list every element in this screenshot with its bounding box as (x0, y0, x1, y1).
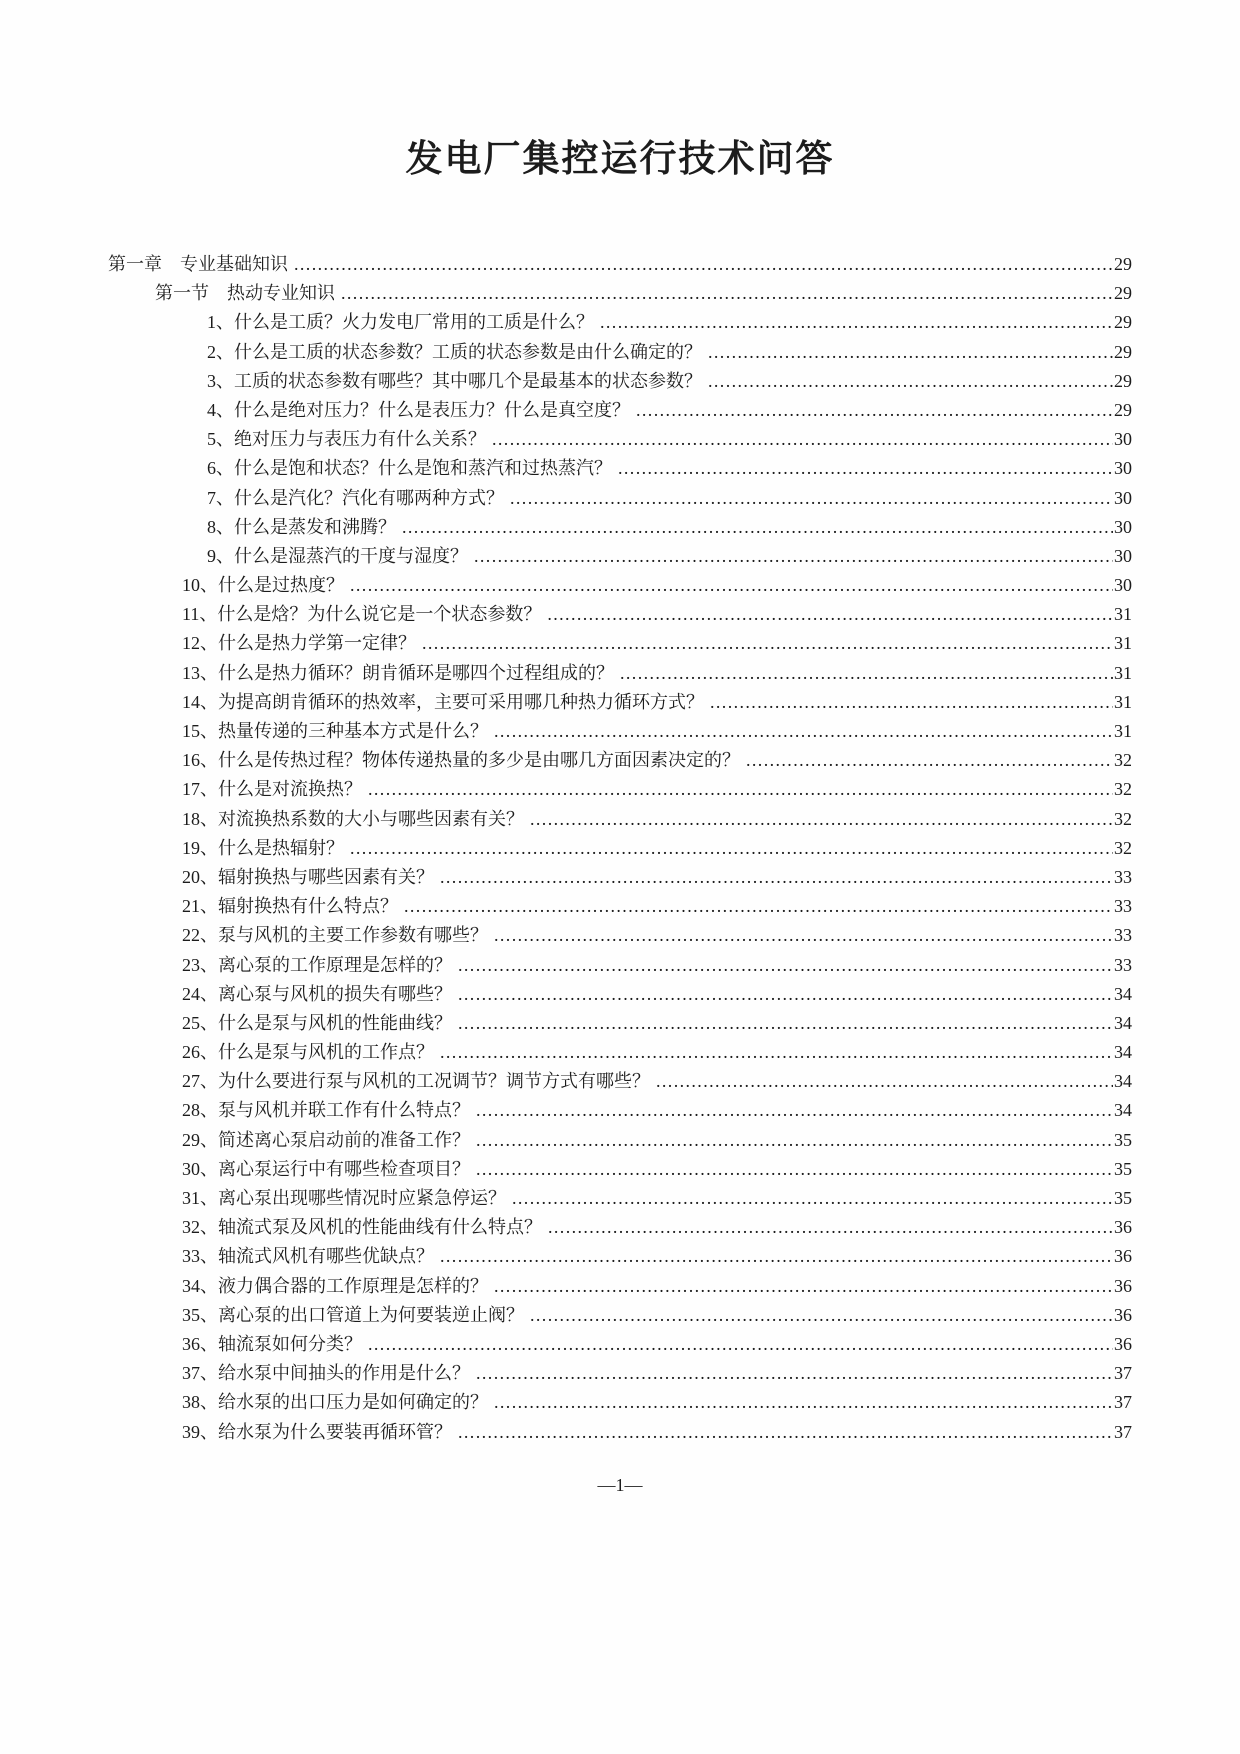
dot-leader (368, 1330, 1113, 1359)
toc-entry-page-number: 33 (1114, 866, 1132, 887)
toc-entry[interactable] (108, 921, 1132, 950)
toc-entry-label: 38、给水泵的出口压力是如何确定的？ (182, 1392, 488, 1413)
toc-entry-page-number: 34 (1114, 1071, 1132, 1092)
dot-leader (708, 367, 1113, 396)
toc-entry-page-number: 31 (1114, 691, 1132, 712)
toc-entry[interactable] (108, 1213, 1132, 1242)
dot-leader (620, 659, 1113, 688)
toc-entry-page-number: 36 (1114, 1304, 1132, 1325)
toc-entry-label: 6、什么是饱和状态？什么是饱和蒸汽和过热蒸汽？ (207, 458, 612, 479)
dot-leader (350, 834, 1113, 863)
dot-leader (492, 425, 1113, 454)
toc-entry-label: 21、辐射换热有什么特点？ (182, 896, 398, 917)
toc-entry-page-number: 32 (1114, 779, 1132, 800)
dot-leader (476, 1096, 1113, 1125)
toc-entry-page-number: 36 (1114, 1217, 1132, 1238)
toc-entry-label: 5、绝对压力与表压力有什么关系？ (207, 429, 486, 450)
toc-entry-label: 23、离心泵的工作原理是怎样的？ (182, 954, 452, 975)
toc-entry-page-number: 31 (1114, 604, 1132, 625)
dot-leader (404, 892, 1113, 921)
toc-entry[interactable] (108, 396, 1132, 425)
toc-entry-page-number: 31 (1114, 721, 1132, 741)
toc-entry[interactable] (108, 542, 1132, 571)
toc-entry[interactable] (108, 1126, 1132, 1155)
toc-entry-page-number: 29 (1114, 312, 1132, 333)
dot-leader (476, 1359, 1113, 1388)
toc-entry-label: 8、什么是蒸发和沸腾？ (207, 516, 396, 537)
toc-entry-label: 第一章 专业基础知识 (108, 254, 288, 274)
toc-entry[interactable] (108, 425, 1132, 454)
toc-entry-label: 19、什么是热辐射？ (182, 837, 344, 858)
toc-entry-label: 34、液力偶合器的工作原理是怎样的？ (182, 1275, 488, 1296)
toc-entry[interactable] (108, 250, 1132, 279)
toc-entry[interactable] (108, 308, 1132, 337)
toc-entry[interactable] (108, 659, 1132, 688)
toc-entry-label: 7、什么是汽化？汽化有哪两种方式？ (207, 487, 504, 508)
toc-entry-label: 4、什么是绝对压力？什么是表压力？什么是真空度？ (207, 399, 630, 420)
toc-entry-page-number: 30 (1114, 429, 1132, 450)
toc-entry-page-number: 37 (1114, 1392, 1132, 1413)
toc-entry-page-number: 29 (1114, 341, 1132, 362)
toc-entry-label: 20、辐射换热与哪些因素有关？ (182, 866, 434, 887)
toc-entry-label: 29、简述离心泵启动前的准备工作？ (182, 1129, 470, 1150)
dot-leader (402, 513, 1113, 542)
dot-leader (510, 484, 1113, 513)
dot-leader (530, 1301, 1113, 1330)
toc-entry-label: 11、什么是焓？为什么说它是一个状态参数？ (182, 604, 542, 625)
toc-entry-page-number: 29 (1114, 399, 1132, 420)
toc-entry-page-number: 36 (1114, 1275, 1132, 1296)
toc-entry-page-number: 30 (1114, 575, 1132, 596)
toc-entry[interactable] (108, 600, 1132, 629)
toc-entry[interactable] (108, 805, 1132, 834)
toc-entry-page-number: 31 (1114, 633, 1132, 654)
page-title: 发电厂集控运行技术问答 (405, 139, 835, 180)
toc-entry-page-number: 31 (1114, 662, 1132, 683)
toc-entry-label: 18、对流换热系数的大小与哪些因素有关？ (182, 808, 524, 829)
dot-leader (458, 1418, 1113, 1447)
toc-entry-label: 28、泵与风机并联工作有什么特点？ (182, 1100, 470, 1121)
toc-entry-page-number: 34 (1114, 983, 1132, 1004)
dot-leader (474, 542, 1113, 571)
dot-leader (494, 1272, 1113, 1301)
toc-entry[interactable] (108, 1330, 1132, 1359)
toc-entry[interactable] (108, 717, 1132, 746)
toc-entry-page-number: 35 (1114, 1158, 1132, 1179)
dot-leader (440, 1038, 1113, 1067)
toc-entry-label: 16、什么是传热过程？物体传递热量的多少是由哪几方面因素决定的？ (182, 750, 740, 771)
toc-entry[interactable] (108, 454, 1132, 483)
toc-entry-label: 37、给水泵中间抽头的作用是什么？ (182, 1363, 470, 1384)
toc-entry-label: 26、什么是泵与风机的工作点？ (182, 1042, 434, 1063)
toc-entry-page-number: 34 (1114, 1042, 1132, 1063)
toc-entry-label: 33、轴流式风机有哪些优缺点？ (182, 1246, 434, 1267)
toc-entry-page-number: 33 (1114, 954, 1132, 975)
dot-leader (476, 1155, 1113, 1184)
toc-entry-label: 39、给水泵为什么要装再循环管？ (182, 1421, 452, 1442)
toc-entry-page-number: 33 (1114, 925, 1132, 946)
toc-entry[interactable] (108, 1301, 1132, 1330)
toc-entry-label: 14、为提高朗肯循环的热效率，主要可采用哪几种热力循环方式？ (182, 691, 704, 712)
dot-leader (494, 921, 1113, 950)
dot-leader (458, 1009, 1113, 1038)
toc-entry[interactable] (108, 338, 1132, 367)
toc-entry-page-number: 29 (1114, 254, 1132, 274)
toc-entry[interactable] (108, 513, 1132, 542)
toc-entry-page-number: 29 (1114, 370, 1132, 391)
toc-entry-label: 30、离心泵运行中有哪些检查项目？ (182, 1158, 470, 1179)
toc-entry[interactable] (108, 1359, 1132, 1388)
toc-entry-label: 31、离心泵出现哪些情况时应紧急停运？ (182, 1188, 506, 1208)
toc-entry-page-number: 34 (1114, 1012, 1132, 1033)
toc-entry[interactable] (108, 688, 1132, 717)
toc-entry-label: 32、轴流式泵及风机的性能曲线有什么特点？ (182, 1217, 542, 1238)
toc-entry-page-number: 37 (1114, 1363, 1132, 1384)
toc-entry[interactable] (108, 1242, 1132, 1271)
page-number-footer: —1— (597, 1475, 643, 1495)
dot-leader (350, 571, 1113, 600)
toc-entry[interactable] (108, 1418, 1132, 1447)
dot-leader (494, 717, 1113, 746)
dot-leader (710, 688, 1113, 717)
toc-entry-page-number: 30 (1114, 487, 1132, 508)
toc-entry-page-number: 32 (1114, 750, 1132, 771)
dot-leader (368, 775, 1113, 804)
toc-entry[interactable] (108, 1272, 1132, 1301)
toc-entry[interactable] (108, 629, 1132, 658)
toc-entry-page-number: 32 (1114, 808, 1132, 829)
toc-entry-page-number: 33 (1114, 896, 1132, 917)
dot-leader (494, 1388, 1113, 1417)
toc-entry-page-number: 37 (1114, 1421, 1132, 1442)
toc-entry[interactable] (108, 746, 1132, 775)
toc-entry-label: 17、什么是对流换热？ (182, 779, 362, 800)
toc-entry[interactable] (108, 367, 1132, 396)
toc-entry[interactable] (108, 892, 1132, 921)
dot-leader (458, 951, 1113, 980)
toc-entry-label: 2、什么是工质的状态参数？工质的状态参数是由什么确定的？ (207, 341, 702, 362)
toc-entry[interactable] (108, 980, 1132, 1009)
toc-entry[interactable] (108, 1038, 1132, 1067)
dot-leader (440, 863, 1113, 892)
toc-entry-page-number: 29 (1114, 283, 1132, 304)
toc-entry-page-number: 36 (1114, 1246, 1132, 1267)
toc-entry-label: 25、什么是泵与风机的性能曲线？ (182, 1012, 452, 1033)
toc-entry[interactable] (108, 1067, 1132, 1096)
dot-leader (656, 1067, 1113, 1096)
toc-entry[interactable] (108, 951, 1132, 980)
toc-entry[interactable] (108, 1009, 1132, 1038)
toc-entry[interactable] (108, 1096, 1132, 1125)
toc-entry-label: 27、为什么要进行泵与风机的工况调节？调节方式有哪些？ (182, 1071, 650, 1092)
table-of-contents (108, 250, 1132, 1447)
dot-leader (476, 1126, 1113, 1155)
dot-leader (600, 308, 1113, 337)
dot-leader (440, 1242, 1113, 1271)
toc-entry-label: 9、什么是湿蒸汽的干度与湿度？ (207, 545, 468, 566)
dot-leader (547, 600, 1113, 629)
toc-entry-label: 15、热量传递的三种基本方式是什么？ (182, 721, 488, 741)
toc-entry-page-number: 35 (1114, 1188, 1132, 1208)
dot-leader (294, 250, 1113, 279)
dot-leader (422, 629, 1113, 658)
toc-entry-label: 22、泵与风机的主要工作参数有哪些？ (182, 925, 488, 946)
dot-leader (636, 396, 1113, 425)
dot-leader (341, 279, 1113, 308)
toc-entry-label: 第一节 热动专业知识 (155, 283, 335, 304)
dot-leader (512, 1184, 1113, 1213)
toc-entry-label: 1、什么是工质？火力发电厂常用的工质是什么？ (207, 312, 594, 333)
dot-leader (746, 746, 1113, 775)
toc-entry-label: 3、工质的状态参数有哪些？其中哪几个是最基本的状态参数？ (207, 370, 702, 391)
toc-entry[interactable] (108, 1184, 1132, 1213)
toc-entry-label: 10、什么是过热度？ (182, 575, 344, 596)
toc-entry-page-number: 35 (1114, 1129, 1132, 1150)
dot-leader (618, 454, 1113, 483)
toc-entry-label: 12、什么是热力学第一定律？ (182, 633, 416, 654)
toc-entry-page-number: 36 (1114, 1333, 1132, 1354)
toc-entry[interactable] (108, 834, 1132, 863)
dot-leader (530, 805, 1113, 834)
toc-entry[interactable] (108, 571, 1132, 600)
toc-entry[interactable] (108, 863, 1132, 892)
toc-entry-label: 24、离心泵与风机的损失有哪些？ (182, 983, 452, 1004)
toc-entry-page-number: 30 (1114, 545, 1132, 566)
toc-entry[interactable] (108, 1388, 1132, 1417)
toc-entry-label: 35、离心泵的出口管道上为何要装逆止阀？ (182, 1304, 524, 1325)
toc-entry[interactable] (108, 484, 1132, 513)
toc-entry[interactable] (108, 279, 1132, 308)
toc-entry-page-number: 30 (1114, 458, 1132, 479)
dot-leader (708, 338, 1113, 367)
toc-entry-label: 13、什么是热力循环？朗肯循环是哪四个过程组成的？ (182, 662, 614, 683)
toc-entry-page-number: 30 (1114, 516, 1132, 537)
toc-entry-label: 36、轴流泵如何分类？ (182, 1333, 362, 1354)
toc-entry-page-number: 34 (1114, 1100, 1132, 1121)
dot-leader (548, 1213, 1113, 1242)
toc-entry[interactable] (108, 1155, 1132, 1184)
toc-entry[interactable] (108, 775, 1132, 804)
toc-entry-page-number: 32 (1114, 837, 1132, 858)
dot-leader (458, 980, 1113, 1009)
